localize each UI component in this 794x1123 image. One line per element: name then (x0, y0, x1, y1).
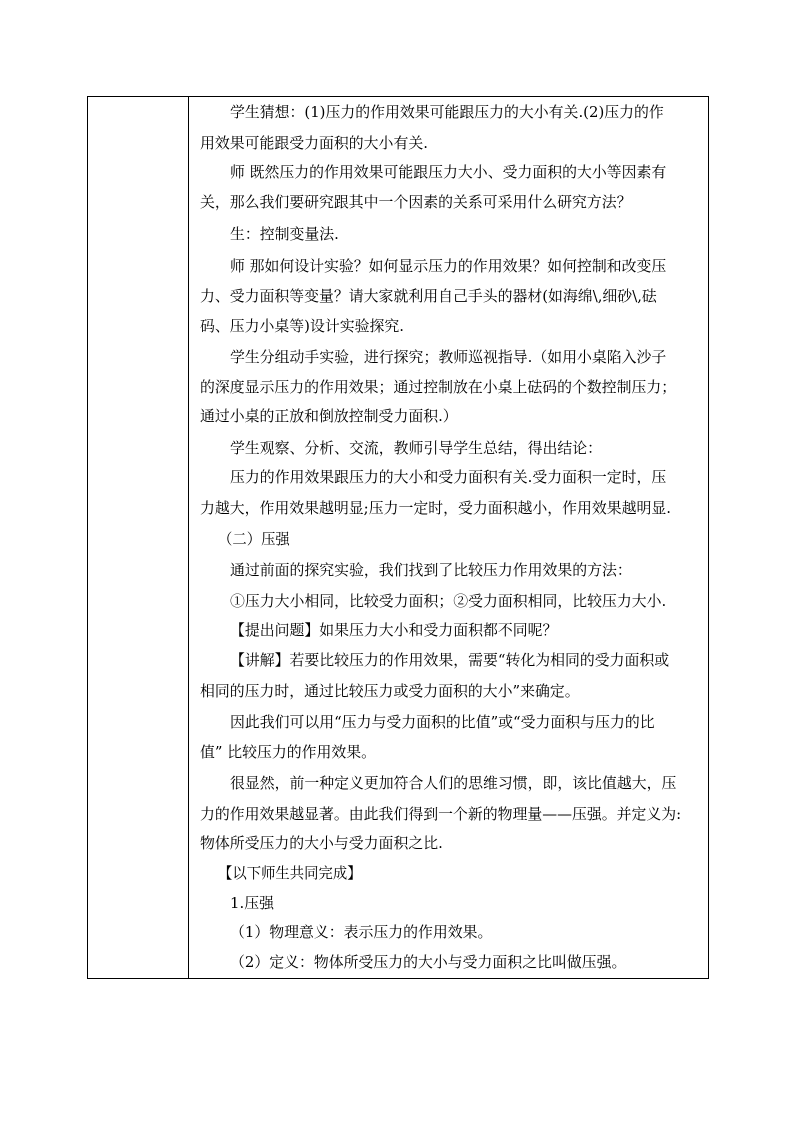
text-line: 【讲解】若要比较压力的作用效果，需要“转化为相同的受力面积或 (230, 651, 670, 669)
section-heading: （二）压强 (218, 530, 290, 548)
text-line: 用效果可能跟受力面积的大小有关. (200, 134, 428, 152)
text-line: 【提出问题】如果压力大小和受力面积都不同呢？ (230, 621, 558, 639)
text-line: （2）定义：物体所受压力的大小与受力面积之比叫做压强。 (230, 953, 627, 971)
text-line: 学生分组动手实验，进行探究；教师巡视指导.（如用小桌陷入沙子 (230, 348, 667, 366)
text-line: 力、受力面积等变量？请大家就利用自己手头的器材(如海绵\,细砂\,砝 (200, 287, 657, 305)
text-line: 力的作用效果越显著。由此我们得到一个新的物理量——压强。并定义为: (200, 805, 682, 823)
text-line: 学生观察、分析、交流，教师引导学生总结，得出结论： (230, 439, 603, 457)
text-line: 通过前面的探究实验，我们找到了比较压力作用效果的方法： (230, 561, 632, 579)
text-line: 力越大，作用效果越明显;压力一定时，受力面积越小，作用效果越明显. (200, 499, 672, 517)
section-heading: 【以下师生共同完成】 (218, 864, 362, 882)
text-line: 生：控制变量法. (230, 225, 339, 243)
text-line: 值” 比较压力的作用效果。 (200, 743, 377, 761)
text-line: 压力的作用效果跟压力的大小和受力面积有关.受力面积一定时，压 (230, 468, 667, 486)
text-line: 师 那如何设计实验？如何显示压力的作用效果？如何控制和改变压 (230, 257, 667, 275)
text-line: ①压力大小相同，比较受力面积；②受力面积相同，比较压力大小. (230, 592, 667, 610)
text-line: 师 既然压力的作用效果可能跟压力大小、受力面积的大小等因素有 (230, 163, 667, 181)
text-line: 的深度显示压力的作用效果；通过控制放在小桌上砝码的个数控制压力； (200, 378, 677, 396)
text-line: 因此我们可以用“压力与受力面积的比值”或“受力面积与压力的比 (230, 713, 655, 731)
text-line: 通过小桌的正放和倒放控制受力面积.） (200, 407, 458, 425)
text-line: 相同的压力时，通过比较压力或受力面积的大小”来确定。 (200, 682, 580, 700)
text-line: 1.压强 (230, 894, 274, 912)
table-content-cell (190, 97, 708, 978)
text-line: 学生猜想：(1)压力的作用效果可能跟压力的大小有关.(2)压力的作 (230, 103, 664, 121)
text-line: 很显然，前一种定义更加符合人们的思维习惯，即，该比值越大，压 (230, 774, 677, 792)
lesson-table (87, 96, 709, 979)
text-line: 关，那么我们要研究跟其中一个因素的关系可采用什么研究方法？ (200, 193, 632, 211)
text-line: 物体所受压力的大小与受力面积之比. (200, 834, 443, 852)
table-left-cell (88, 97, 189, 978)
text-line: （1）物理意义：表示压力的作用效果。 (230, 923, 493, 941)
text-line: 码、压力小桌等)设计实验探究. (200, 317, 404, 335)
